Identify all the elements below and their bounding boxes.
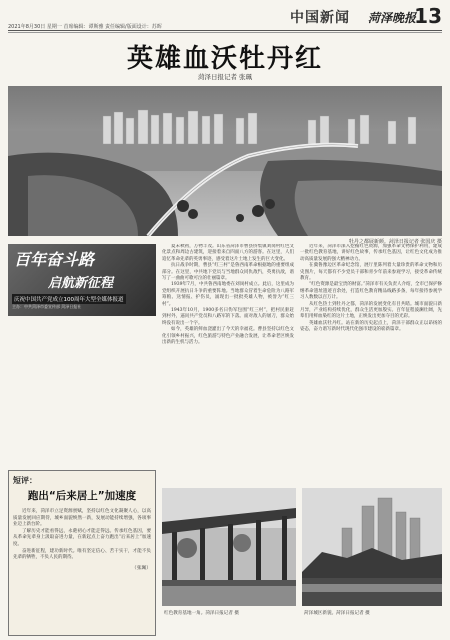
header-rule-thin	[8, 32, 442, 33]
page-number: 13	[414, 4, 442, 28]
paragraph: 从红色热土到牡丹之都，菏泽的发展变化有目共睹。城市面貌日新月异，产业结构持续优化，群众生活更加殷实。百年征程波澜壮阔，先辈们用鲜血染红的这片土地，正焕发出更加夺目的光彩。	[300, 301, 442, 320]
issue-meta: 2021年8月30日 星期一 首席编辑：谭斯雅 责任编辑/版面设计：苏晖	[8, 24, 162, 30]
paragraph: 在冀鲁豫边区革命纪念馆，展厅里陈列着大量珍贵的革命文物和历史图片，每天都有不少党员干部和青少年前来参观学习，接受革命传统教育。	[300, 263, 442, 282]
paper-logo: 菏泽晚报	[367, 11, 416, 25]
paragraph: 夏末秋初，万物丰茂。山东省菏泽市曹县侨集镇刘岗村红色文化景点和周边古建筑，迎接着来自四面八方的游客。在这里，人们追忆革命先辈的英勇事迹，感受着这片土地上发生的巨大变化。	[162, 244, 294, 262]
paragraph: 英雄血沃牡丹红。站在新的历史起点上，菏泽干部群众正以昂扬的姿态，奋力谱写新时代现代化强市建设的崭新篇章。	[300, 320, 442, 333]
paragraph: 如今，英雄的鲜血浇灌出了今天的幸福花。曹县坚持以红色文化引领乡村振兴，红色旅游与特色产业融合发展，让革命老区焕发出新的生机与活力。	[162, 327, 294, 346]
skyline-photo-caption: 菏泽城区新貌。菏泽日报记者 摄	[304, 611, 370, 616]
paragraph: 奋进新征程，建功新时代。唯有坚定信心、苦干实干，才能不负先辈的牺牲，不负人民的期待。	[13, 548, 151, 561]
article-column-1	[162, 244, 294, 484]
hero-photo	[8, 86, 442, 236]
commentary-body	[13, 509, 151, 562]
commentary-label: 短评：	[13, 476, 37, 485]
section-title: 中国新闻	[290, 10, 350, 26]
campaign-banner	[8, 244, 156, 316]
byline: 菏泽日报记者 张珮	[197, 73, 253, 81]
paragraph: 1943年10月，1900多名日伪军包围“红三村”，把村民驱赶到村外，逼问共产党员和八路军的下落。面对敌人的屠刀，群众始终没有说出一个字。	[162, 308, 294, 326]
commentary-box	[8, 470, 156, 636]
corridor-photo	[162, 488, 296, 606]
paragraph: 近年来，菏泽市立足资源禀赋，坚持以红色文化凝聚人心，以高质量发展回应期待，城乡面貌焕然一新，发展动能持续增强，各项事业迈上新台阶。	[13, 509, 151, 528]
banner-slogan-sub: 启航新征程	[48, 276, 114, 291]
paragraph: 近年来，菏泽市深入挖掘红色资源，加强革命文物保护利用，建成一批红色教育基地，讲好红色故事，传承红色基因，让红色文化成为推动高质量发展的强大精神动力。	[300, 244, 442, 262]
paragraph: 抗日战争时期，曹县“红三村”是鲁西南革命根据地的重要组成部分。在这里，中共地下党员与当地群众同仇敌忾，英勇抗敌，谱写了一曲曲可歌可泣的壮丽篇章。	[162, 263, 294, 282]
banner-slogan-main: 百年奋斗路	[14, 250, 95, 269]
header-rule	[8, 30, 442, 31]
corridor-photo-caption: 红色教育基地一角。菏泽日报记者 摄	[164, 611, 239, 616]
page-header	[8, 4, 442, 30]
hero-caption: 牡丹之都展新颜。菏泽日报记者 张国庆 摄	[348, 239, 442, 245]
banner-sponsor-line: 主办：中共菏泽市委宣传部 菏泽日报社	[12, 304, 82, 309]
commentary-author: （张珮）	[131, 565, 151, 571]
paragraph: “红色资源是最宝贵的财富。”菏泽市有关负责人介绍，全市已保护修缮革命遗址遗迹百余处，打造红色教育精品线路多条，每年接待参观学习人数数以百万计。	[300, 282, 442, 301]
article-column-2	[300, 244, 442, 484]
headline: 英雄血沃牡丹红	[126, 44, 323, 74]
banner-campaign-line: 庆祝中国共产党成立100周年大型全媒体报道	[12, 294, 126, 304]
paragraph: 1939年7月，中共鲁西南地委在刘岗村成立。此后，这里成为党组织开展抗日斗争的重要阵地。当地群众冒着生命危险为八路军筹粮、送情报、护伤员，涌现出一批批英雄人物，被誉为“红三村”。	[162, 282, 294, 307]
skyline-photo	[302, 488, 442, 606]
paragraph: 了解历史才能看得远，永葩初心才能走得远。传承红色基因，要从革命先辈身上汲取奋进力量，在新起点上奋力跑出“后来居上”加速度。	[13, 528, 151, 547]
commentary-title: 跑出“后来居上”加速度	[27, 490, 137, 502]
